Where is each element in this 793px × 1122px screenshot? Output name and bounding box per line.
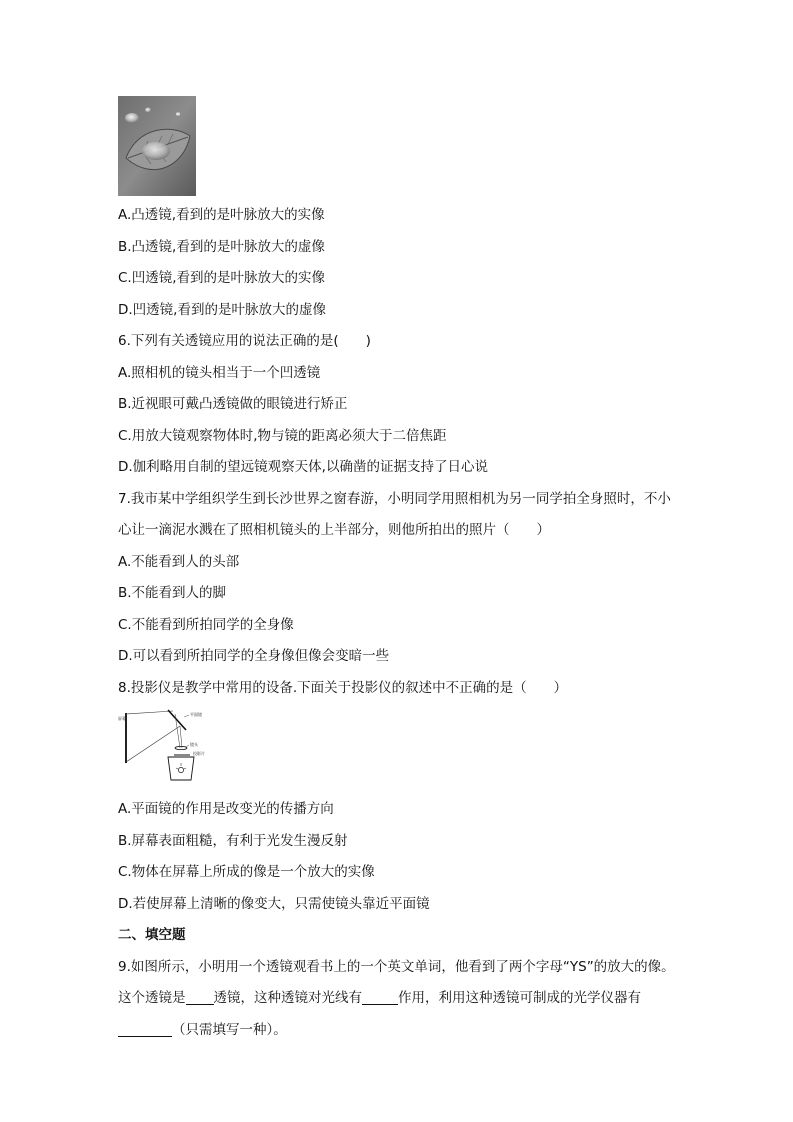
label-lens: 镜头 [190,742,198,747]
q9-line2 [118,983,688,1015]
q9-line3 [118,1015,688,1047]
q7-option-a: A.不能看到人的头部 [118,553,240,570]
q7-stem-line1: 7.我市某中学组织学生到长沙世界之窗春游，小明同学用照相机为另一同学拍全身照时，不小 [118,490,671,507]
q9-text-d: （只需填写一种）。 [172,1021,287,1038]
q6-stem: 6.下列有关透镜应用的说法正确的是( ) [118,333,371,349]
q9-text-a: 这个透镜是 [118,990,186,1006]
leaf-water-drop-photo [118,96,196,196]
q8-option-a: A.平面镜的作用是改变光的传播方向 [118,801,334,817]
q9-line1: 9.如图所示，小明用一个透镜观看书上的一个英文单词，他看到了两个字母“YS”的放大的像。 [118,958,675,975]
q8-stem: 8.投影仪是教学中常用的设备.下面关于投影仪的叙述中不正确的是（ ） [118,679,568,696]
q9-text-b: 透镜，这种透镜对光线有 [213,990,362,1006]
section-heading-fill-in: 二、填空题 [118,927,186,943]
q5-option-c: C.凹透镜,看到的是叶脉放大的实像 [118,270,326,286]
document-content [118,96,688,1046]
q5-option-a: A.凸透镜,看到的是叶脉放大的实像 [118,207,325,223]
q5-option-d: D.凹透镜,看到的是叶脉放大的虚像 [118,301,326,318]
q6-option-c: C.用放大镜观察物体时,物与镜的距离必须大于二倍焦距 [118,427,447,444]
q8-option-d: D.若使屏幕上清晰的像变大，只需使镜头靠近平面镜 [118,895,430,912]
projector-diagram [118,708,228,786]
q9-blank-3[interactable] [118,1021,172,1037]
q8-option-b: B.屏幕表面粗糙，有利于光发生漫反射 [118,832,348,849]
q9-text-c: 作用，利用这种透镜可制成的光学仪器有 [398,990,641,1006]
q9-blank-1[interactable] [186,989,214,1005]
q6-option-b: B.近视眼可戴凸透镜做的眼镜进行矫正 [118,396,348,412]
q5-option-b: B.凸透镜,看到的是叶脉放大的虚像 [118,238,325,255]
q8-option-c: C.物体在屏幕上所成的像是一个放大的实像 [118,864,375,880]
label-screen: 屏幕 [118,716,126,721]
label-mirror: 平面镜 [190,712,202,717]
q7-option-d: D.可以看到所拍同学的全身像但像会变暗一些 [118,648,390,664]
q7-stem-line2: 心让一滴泥水溅在了照相机镜头的上半部分，则他所拍出的照片（ ） [118,522,550,538]
q6-option-a: A.照相机的镜头相当于一个凹透镜 [118,364,321,381]
label-slide: 投影片 [193,751,205,756]
q7-option-c: C.不能看到所拍同学的全身像 [118,616,294,633]
q7-option-b: B.不能看到人的脚 [118,585,227,601]
q6-option-d: D.伽利略用自制的望远镜观察天体,以确凿的证据支持了日心说 [118,459,488,475]
q9-blank-2[interactable] [362,989,398,1005]
